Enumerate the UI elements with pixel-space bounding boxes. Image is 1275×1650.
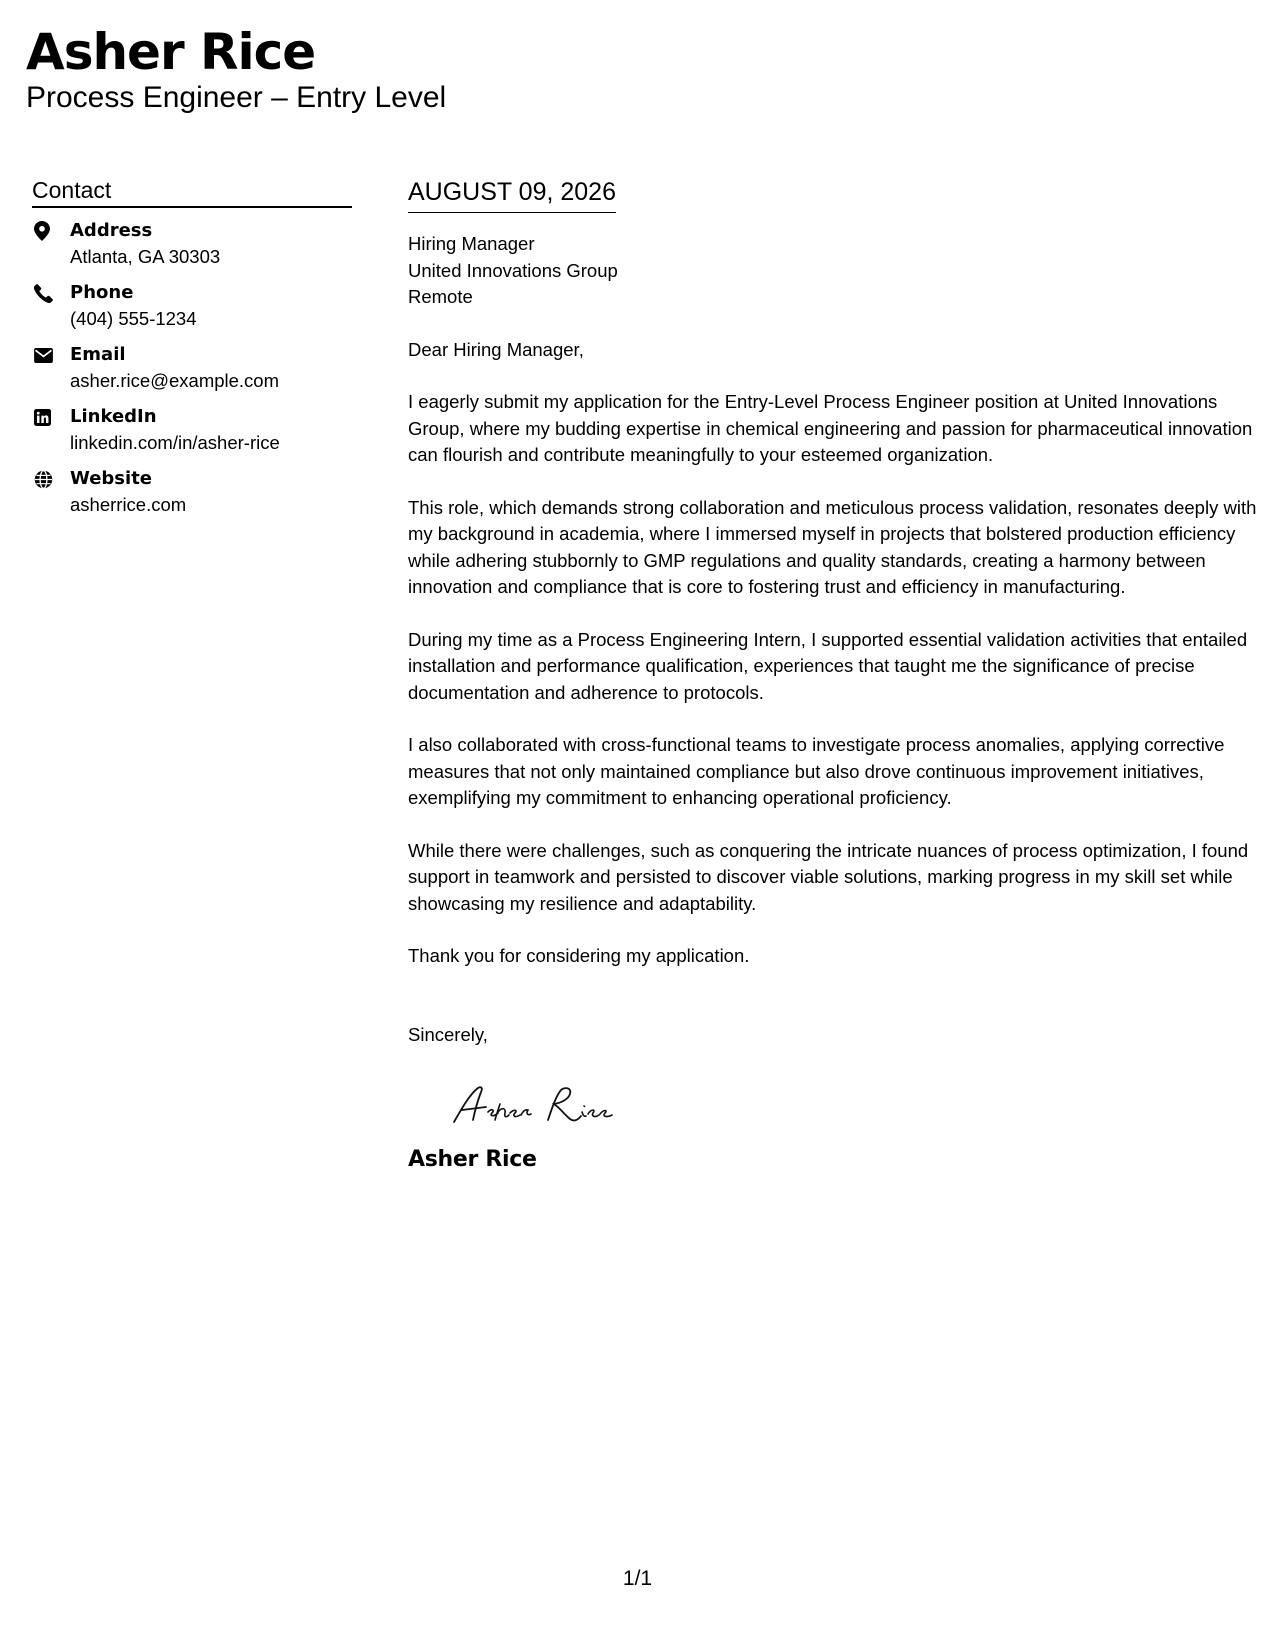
linkedin-icon (32, 404, 70, 430)
envelope-icon (32, 342, 70, 368)
linkedin-label: LinkedIn (70, 406, 157, 427)
letter-header (26, 22, 446, 116)
salutation: Dear Hiring Manager, (408, 338, 584, 360)
address-label: Address (70, 220, 153, 241)
phone-icon (32, 280, 70, 306)
globe-icon (32, 466, 70, 492)
letter-paragraphs (408, 389, 1258, 970)
phone-label: Phone (70, 282, 134, 303)
contact-item-email (32, 342, 352, 393)
signature-graphic (448, 1082, 638, 1130)
website-value: asherrice.com (70, 494, 187, 515)
website-label: Website (70, 468, 153, 489)
email-label: Email (70, 344, 126, 365)
contact-list (32, 218, 352, 517)
contact-item-phone (32, 280, 352, 331)
recipient-location: Remote (408, 286, 473, 307)
address-value: Atlanta, GA 30303 (70, 246, 221, 267)
letter-body (408, 176, 1258, 1174)
paragraph-6: Thank you for considering my application. (408, 945, 750, 966)
recipient-block (408, 231, 1258, 311)
handwritten-signature (448, 1082, 638, 1130)
job-title: Process Engineer – Entry Level (26, 81, 447, 114)
closing: Sincerely, (408, 1023, 488, 1045)
paragraph-2: This role, which demands strong collaboration and meticulous process validation, resonates deeply with my background in academia, where I immersed myself in projects that bolstered production efficiency while adhering stubbornly to GMP regulations and quality standards, creating a harmony between innovation and compliance that is core to fostering trust and efficiency in manufacturing. (408, 496, 1257, 597)
letter-date: AUGUST 09, 2026 (408, 176, 616, 213)
page-number: 1/1 (622, 1567, 653, 1590)
contact-item-website (32, 466, 352, 517)
email-value: asher.rice@example.com (70, 370, 280, 391)
phone-value: (404) 555-1234 (70, 308, 197, 329)
recipient-name: Hiring Manager (408, 233, 535, 254)
paragraph-4: I also collaborated with cross-functional teams to investigate process anomalies, applying corrective measures that not only maintained compliance but also drove continuous improvement initiatives, exemplifying my commitment to enhancing operational proficiency. (408, 734, 1225, 808)
contact-item-address (32, 218, 352, 269)
paragraph-3: During my time as a Process Engineering Intern, I supported essential validation activities that entailed installation and performance qualification, experiences that taught me the significance of precise documentation and adherence to protocols. (408, 628, 1248, 703)
contact-heading: Contact (32, 176, 352, 208)
contact-item-linkedin (32, 404, 352, 455)
contact-sidebar (32, 176, 352, 528)
linkedin-value: linkedin.com/in/asher-rice (70, 432, 280, 453)
recipient-company: United Innovations Group (408, 259, 618, 281)
paragraph-5: While there were challenges, such as conquering the intricate nuances of process optimization, I found support in teamwork and persisted to discover viable solutions, marking progress in my skill set while showcasing my resilience and adaptability. (408, 839, 1249, 914)
paragraph-1: I eagerly submit my application for the Entry-Level Process Engineer position at United Innovations Group, where my budding expertise in chemical engineering and passion for pharmaceutical innovation can flourish and contribute meaningfully to your esteemed organization. (408, 391, 1253, 465)
map-pin-icon (32, 218, 70, 244)
applicant-name: Asher Rice (26, 23, 316, 81)
signer-name: Asher Rice (408, 1147, 537, 1172)
